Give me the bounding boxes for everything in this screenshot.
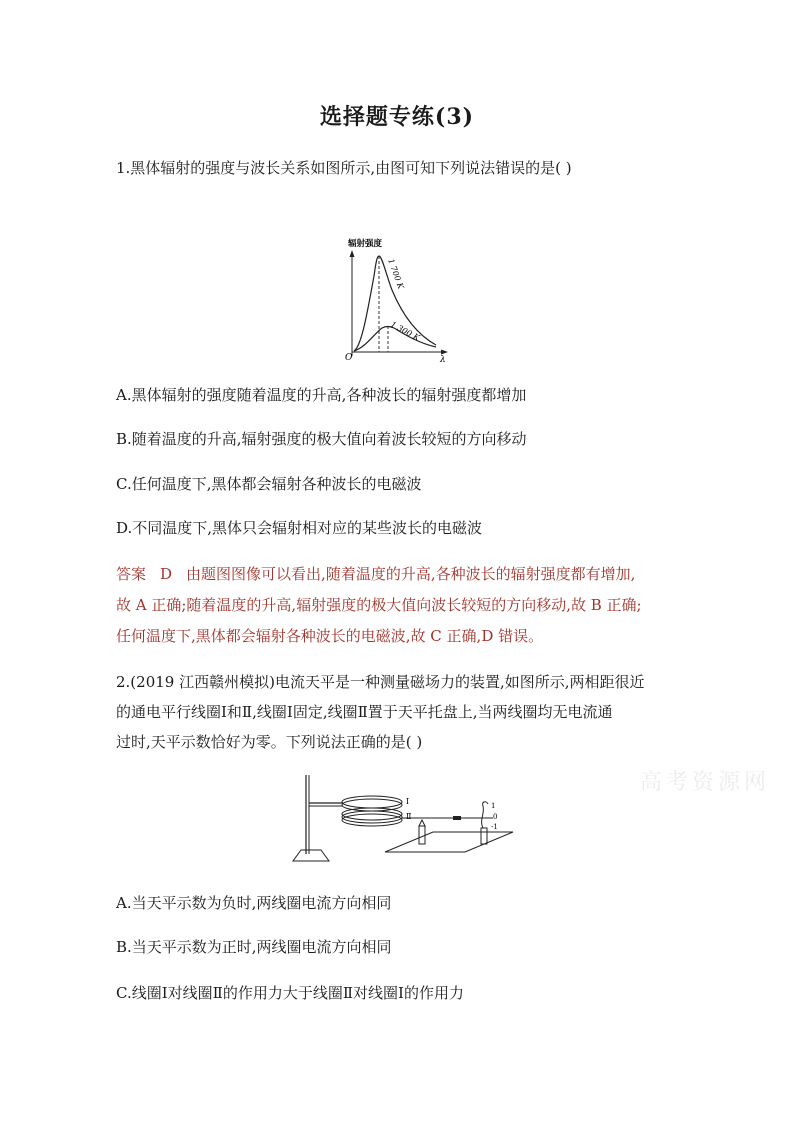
q1-answer-line-2: 故 A 正确;随着温度的升高,辐射强度的极大值向波长较短的方向移动,故 B 正确; bbox=[116, 596, 642, 614]
coil-2-mid bbox=[342, 811, 402, 823]
q1-stem: 1.黑体辐射的强度与波长关系如图所示,由图可知下列说法错误的是( ) bbox=[116, 159, 572, 177]
q2-option-b: B.当天平示数为正时,两线圈电流方向相同 bbox=[116, 938, 392, 956]
left-post bbox=[419, 826, 425, 844]
coil-2-label: Ⅱ bbox=[406, 812, 412, 821]
page-title: 选择题专练(3) bbox=[319, 104, 475, 130]
q1-option-d: D.不同温度下,黑体只会辐射相对应的某些波长的电磁波 bbox=[116, 519, 483, 537]
left-post-tip bbox=[419, 820, 425, 826]
answer-letter: D bbox=[160, 565, 173, 583]
blackbody-radiation-figure bbox=[340, 236, 455, 364]
x-axis-label: λ bbox=[440, 355, 446, 364]
q2-stem-line-1: 2.(2019 江西赣州模拟)电流天平是一种测量磁场力的装置,如图所示,两相距很近 bbox=[116, 673, 645, 691]
q1-answer-line-1 bbox=[116, 564, 635, 584]
beam-counterweight bbox=[453, 816, 461, 820]
label-1300k: 1 300 K bbox=[389, 319, 422, 343]
origin-label: O bbox=[345, 353, 353, 363]
q1-answer-line-3: 任何温度下,黑体都会辐射各种波长的电磁波,故 C 正确,D 错误。 bbox=[116, 627, 544, 645]
stand-base bbox=[293, 850, 329, 861]
q2-stem-line-2: 的通电平行线圈Ⅰ和Ⅱ,线圈Ⅰ固定,线圈Ⅱ置于天平托盘上,当两线圈均无电流通 bbox=[116, 703, 613, 721]
q1-option-c: C.任何温度下,黑体都会辐射各种波长的电磁波 bbox=[116, 475, 422, 493]
scale-mark-top: 1 bbox=[491, 802, 496, 810]
q1-option-a: A.黑体辐射的强度随着温度的升高,各种波长的辐射强度都增加 bbox=[116, 386, 527, 404]
scale-mark-bottom: -1 bbox=[491, 823, 498, 831]
y-axis-arrow bbox=[350, 250, 355, 257]
q2-option-a: A.当天平示数为负时,两线圈电流方向相同 bbox=[116, 894, 392, 912]
answer-label: 答案 bbox=[116, 565, 147, 583]
right-post bbox=[481, 828, 487, 844]
current-balance-figure bbox=[285, 770, 525, 870]
coil-1-label: Ⅰ bbox=[406, 797, 410, 806]
scale-indicator bbox=[482, 802, 488, 828]
coil-1-top bbox=[342, 796, 402, 808]
x-axis-arrow bbox=[441, 350, 448, 355]
balance-board bbox=[385, 832, 513, 852]
answer-text-1: 由题图图像可以看出,随着温度的升高,各种波长的辐射强度都有增加, bbox=[186, 565, 636, 583]
scale-mark-mid: 0 bbox=[493, 813, 498, 821]
q1-option-b: B.随着温度的升高,辐射强度的极大值向着波长较短的方向移动 bbox=[116, 430, 527, 448]
q2-stem-line-3: 过时,天平示数恰好为零。下列说法正确的是( ) bbox=[116, 733, 423, 751]
y-axis-label: 辐射强度 bbox=[348, 239, 383, 249]
label-1700k: 1 700 K bbox=[386, 257, 406, 291]
q2-option-c: C.线圈Ⅰ对线圈Ⅱ的作用力大于线圈Ⅱ对线圈Ⅰ的作用力 bbox=[116, 984, 464, 1002]
watermark: 高考资源网 bbox=[640, 770, 771, 795]
